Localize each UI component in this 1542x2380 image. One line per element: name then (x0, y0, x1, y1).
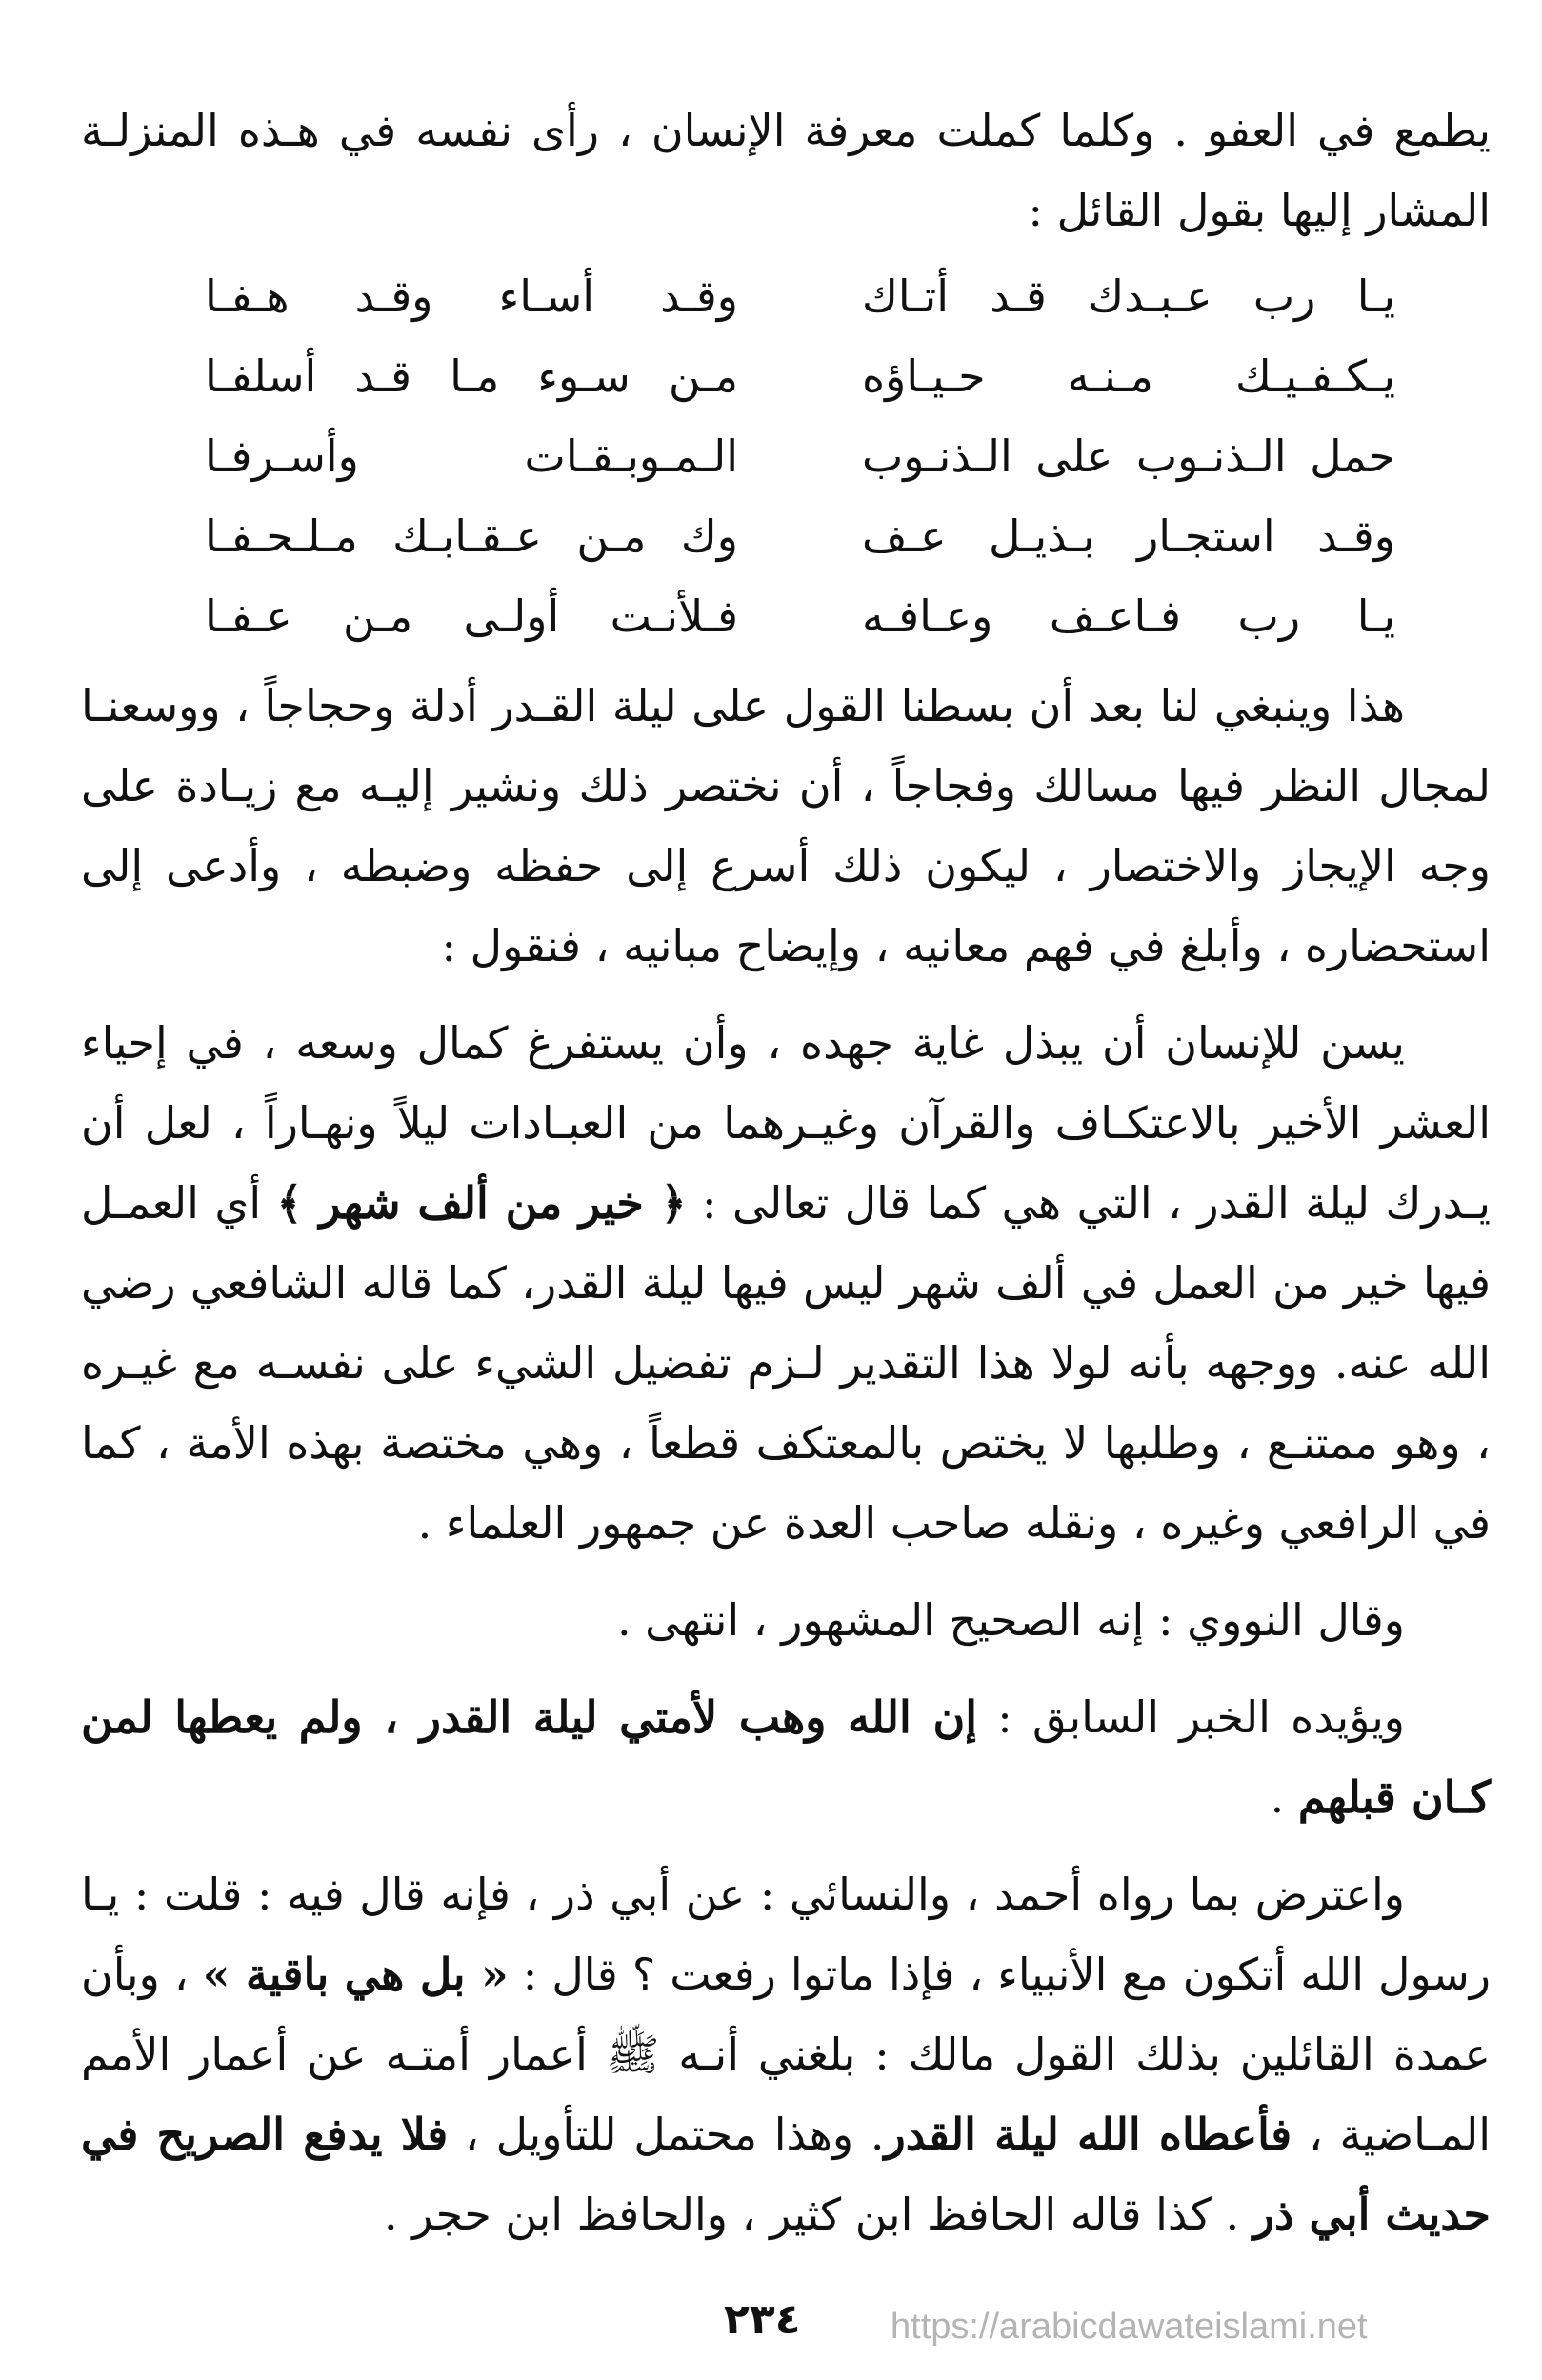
page-number: ٢٣٤ (724, 2295, 801, 2344)
page-footer (0, 2295, 1542, 2362)
watermark-url: https://arabicdawateislami.net (891, 2307, 1368, 2347)
text-run: . وهذا محتمل للتأويل ، (464, 2109, 885, 2160)
text-run: . (1270, 1771, 1285, 1823)
verse-first-hemistich: يـا رب عـبـدك قـد أتـاك (862, 270, 1395, 322)
text-run: أي العمـل فيها خير من العمل في ألف شهر ليس فيها ليلة القدر، كما قاله الشافعي رضي الله عنه. ووجهه بأنه لولا هذا التقدير لـزم تفضيل الشيء على نفسـه مع غيـره ، وهو ممتنـع ، وطلبها لا يختص بالمعتكف قطعاً ، وهي مختصة بهذه الأمة ، كما في الرافعي وغيره ، ونقله صاحب العدة عن جمهور العلماء . (81, 1177, 1491, 1549)
paragraph-summary-intro: هذا وينبغي لنا بعد أن بسطنا القول على ليلة القـدر أدلة وحجاجاً ، ووسعنـا لمجال النظر فيها مسالك وفجاجاً ، أن نختصر ذلك ونشير إليـه مع زيـادة على وجه الإيجاز والاختصار ، ليكون ذلك أسرع إلى حفظه وضبطه ، وأدعى إلى استحضاره ، وأبلغ في فهم معانيه ، وإيضاح مبانيه ، فنقول : (81, 680, 1491, 971)
verse-second-hemistich: الـمـوبـقـات وأسـرفـا (205, 430, 738, 482)
text-run: . كذا قاله الحافظ ابن كثير ، والحافظ ابن حجر . (384, 2189, 1240, 2240)
verse-first-hemistich: حمل الـذنـوب على الـذنـوب (862, 430, 1395, 482)
verse-first-hemistich: يـكـفـيـك مـنـه حـيـاؤه (862, 350, 1395, 402)
hadith-quote: إن الله وهب لأمتي ليلة القدر ، ولم يعطها لمن كـان قبلهم (81, 1691, 1491, 1823)
paragraph-objection (81, 1854, 1491, 2254)
poem-verse (205, 496, 1395, 576)
poem-verse (205, 416, 1395, 496)
verse-second-hemistich: وقـد أسـاء وقـد هـفـا (205, 270, 738, 322)
paragraph-hadith-support (81, 1677, 1491, 1837)
quran-quote: ﴿ خير من ألف شهر ﴾ (276, 1177, 687, 1229)
poem (81, 256, 1491, 656)
poem-verse (205, 336, 1395, 416)
verse-second-hemistich: مـن سـوء مـا قـد أسلفـا (205, 350, 738, 402)
text-run: يسن للإنسان أن يبذل غاية جهده ، وأن يستفرغ كمال وسعه ، في إحياء العشر الأخير بالاعتكـاف والقرآن وغيـرهما من العبـادات ليلاً ونهـاراً ، لعل أن يـدرك ليلة القدر ، التي هي كما قال تعالى : (81, 1017, 1491, 1229)
hadith-quote: فأعطاه الله ليلة القدر (884, 2109, 1292, 2160)
hadith-quote: « بل هي باقية » (202, 1949, 509, 2000)
verse-second-hemistich: وك مـن عـقـابـك مـلـحـفـا (205, 510, 738, 562)
paragraph-nawawi: وقال النووي : إنه الصحيح المشهور ، انتهى . (616, 1594, 1405, 1646)
text-run: واعترض بما رواه أحمد ، والنسائي : عن أبي ذر ، فإنه قال فيه : قلت : يـا رسول الله أتكون مع الأنبياء ، فإذا ماتوا رفعت ؟ قال : (81, 1869, 1491, 2000)
poem-verse (205, 256, 1395, 336)
page-body (81, 90, 1491, 2254)
verse-second-hemistich: فـلأنـت أولـى مـن عـفـا (205, 590, 738, 642)
emphasis-text: فلا يدفع الصريح في حديث أبي ذر (81, 2109, 1491, 2240)
verse-first-hemistich: يـا رب فـاعـف وعـافـه (862, 590, 1395, 642)
paragraph-laylat-al-qadr (81, 1003, 1491, 1563)
poem-verse (205, 576, 1395, 656)
paragraph-intro: يطمع في العفو . وكلما كملت معرفة الإنسان ، رأى نفسه في هـذه المنزلـة المشار إليها بقول القائل : (81, 105, 1491, 236)
text-run: ، وبأن عمدة القائلين بذلك القول مالك : بلغني أنـه ﷺ أعمار أمتـه عن أعمار الأمم المـاضية ، (81, 1949, 1492, 2160)
text-run: ويؤيده الخبر السابق : (997, 1691, 1406, 1743)
verse-first-hemistich: وقـد استجـار بـذيـل عـف (862, 510, 1395, 562)
